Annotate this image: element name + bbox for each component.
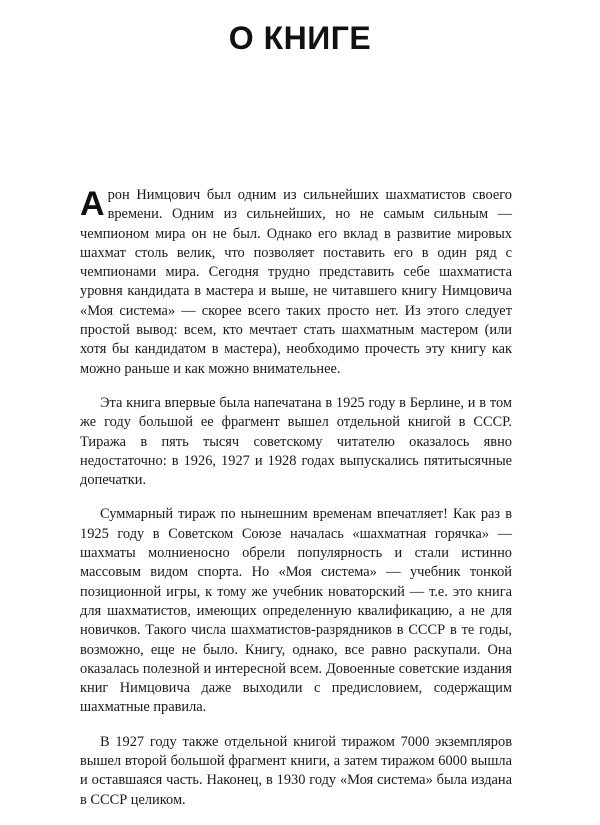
paragraph-2: Эта книга впервые была напечатана в 1925 году в Берлине, и в том же году большой ее фрагмент вышел отдельной книгой в СССР. Тиража в пять тысяч советскому читателю оказалось явно недостаточно: в 1926, 1927 и 1928 годах выпускались пятитысячные допечатки. [80,394,512,489]
article-body [80,186,512,825]
paragraph-1-text: рон Нимцович был одним из сильнейших шахматистов своего времени. Одним из сильнейших, но не самым сильным — чемпионом мира он не был. Однако его вклад в развитие мировых шахмат столь велик, что позволяет поставить его в один ряд с чемпионами мира. Сегодня трудно представить себе шахматиста уровня кандидата в мастера и выше, не читавшего книгу Нимцовича «Моя система» — скорее всего таких просто нет. Из этого следует простой вывод: всем, кто мечтает стать шахматным мастером (или хотя бы кандидатом в мастера), необходимо прочесть эту книгу как можно раньше и как можно внимательнее. [80,187,512,377]
page-title: О КНИГЕ [228,20,372,56]
paragraph-4: В 1927 году также отдельной книгой тиражом 7000 экземпляров вышел второй большой фрагмент книги, а затем тиражом 6000 вышла и оставшаяся часть. Наконец, в 1930 году «Моя система» была издана в СССР целиком. [80,733,512,808]
drop-cap: А [80,185,105,223]
paragraph-3: Суммарный тираж по нынешним временам впечатляет! Как раз в 1925 году в Советском Союзе началась «шахматная горячка» — шахматы молниеносно обрели популярность и стали истинно массовым видом спорта. Но «Моя система» — учебник тонкой позиционной игры, к тому же учебник новаторский — т.е. это книга для шахматистов, имеющих определенную квалификацию, а не для новичков. Такого числа шахматистов-разрядников в СССР в те годы, возможно, еще не было. Книгу, однако, все равно раскупали. Она оказалась полезной и интересной всем. Довоенные советские издания книг Нимцовича даже выходили с предисловием, содержащим шахматные правила. [80,506,512,716]
paragraph-1 [80,186,512,379]
